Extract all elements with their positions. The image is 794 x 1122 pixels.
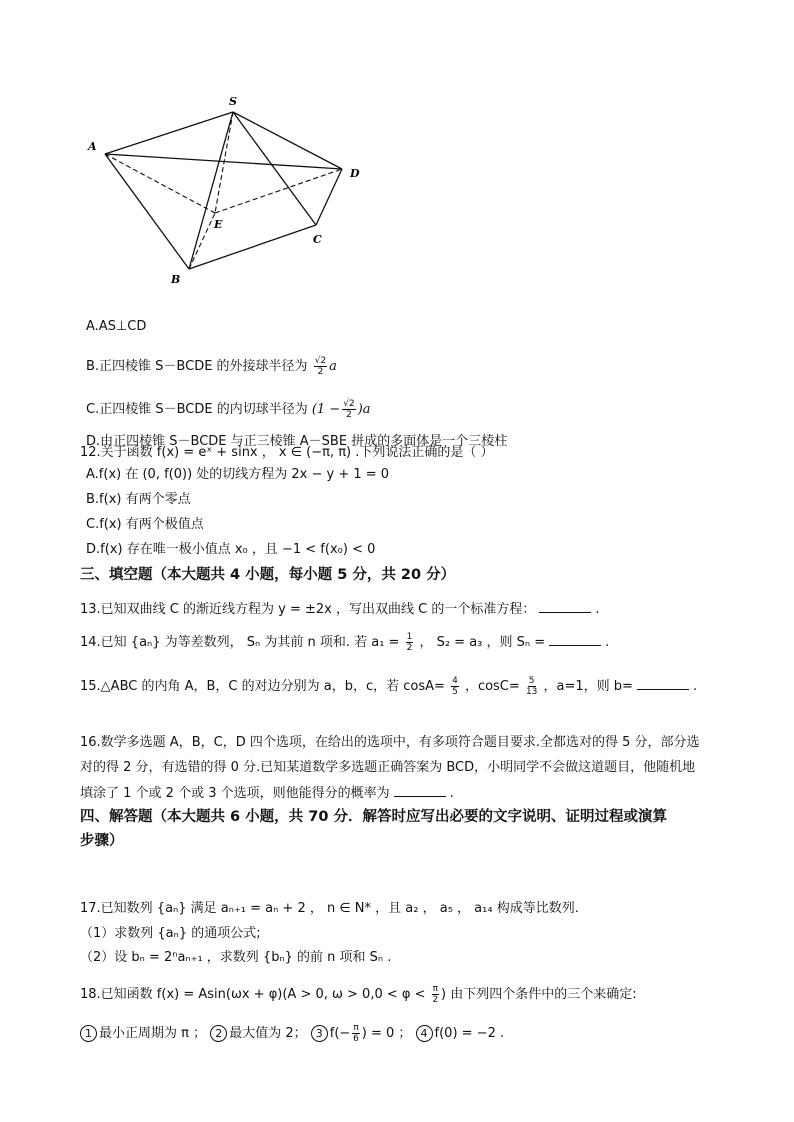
label-a: A — [88, 140, 97, 153]
fraction: $\frac{1}{2}$ — [406, 632, 413, 653]
q12-option-c: C.f(x) 有两个极值点 — [86, 517, 204, 532]
edge-ab — [105, 154, 189, 269]
q13: 13.已知双曲线 C 的渐近线方程为 y = ±2x ，写出双曲线 C 的一个标准方程： . — [80, 602, 600, 617]
q14: 14.已知 {aₙ} 为等差数列， Sₙ 为其前 n 项和. 若 a₁ = $\frac{1}{2}$ ， S₂ = a₃ ，则 Sₙ = . — [80, 632, 610, 653]
fraction: $\frac{√2}{2}$ — [314, 356, 327, 377]
circled-number: 4 — [416, 1025, 433, 1042]
q12-stem: 12.关于函数 f(x) = eˣ + sinx ， x ∈ (−π, π) .下列说法正确的是（ ） — [80, 445, 494, 460]
label-e: E — [214, 218, 223, 231]
edge-ed-hidden — [215, 169, 342, 213]
q15: 15.△ABC 的内角 A，B，C 的对边分别为 a，b，c，若 cosA= $\frac{4}{5}$ ，cosC= $\frac{5}{13}$ ，a=1，则 b= . — [80, 676, 698, 697]
edge-sc — [233, 112, 316, 225]
edge-cd — [316, 169, 342, 225]
q11-option-c-text: C.正四棱锥 S－BCDE 的内切球半径为 — [86, 402, 308, 417]
edge-bc — [189, 225, 316, 269]
answer-blank — [539, 600, 591, 613]
q17-part-1: （1）求数列 {aₙ} 的通项公式; — [80, 926, 261, 941]
q16-line-3: 填涂了 1 个或 2 个或 3 个选项，则他能得分的概率为 . — [80, 786, 454, 801]
fraction: $\frac{5}{13}$ — [525, 676, 538, 697]
q11-option-b-text: B.正四棱锥 S－BCDE 的外接球半径为 — [86, 359, 308, 374]
q18-stem: 18.已知函数 f(x) = Asin(ωx + φ)(A > 0, ω > 0,0 < φ < $\frac{\pi}{2}$ ) 由下列四个条件中的三个来确定: — [80, 984, 637, 1005]
q11-option-a: A.AS⊥CD — [86, 319, 147, 334]
edge-sb — [189, 112, 233, 269]
answer-blank — [394, 784, 446, 797]
fraction: $\frac{\pi}{6}$ — [353, 1023, 359, 1044]
q12-option-a: A.f(x) 在 (0, f(0)) 处的切线方程为 2x − y + 1 = 0 — [86, 467, 390, 482]
circled-number: 3 — [311, 1025, 328, 1042]
circled-number: 2 — [210, 1025, 227, 1042]
label-d: D — [350, 167, 360, 180]
q18-conditions: 1 最小正周期为 π ； 2 最大值为 2； 3 f(− $\frac{\pi}{6}$ ) = 0 ； 4 f(0) = −2 . — [80, 1023, 504, 1044]
q11-option-b: B.正四棱锥 S－BCDE 的外接球半径为 $\frac{√2}{2}$ a — [86, 356, 337, 377]
section-3-heading: 三、填空题（本大题共 4 小题，每小题 5 分，共 20 分） — [80, 567, 456, 583]
label-b: B — [171, 273, 181, 286]
pyramid-figure — [80, 90, 380, 290]
edge-sd — [233, 112, 342, 169]
label-c: C — [313, 233, 322, 246]
q11-option-d: D.由正四棱锥 S－BCDE 与正三棱锥 A－SBE 拼成的多面体是一个三棱柱 — [86, 434, 508, 449]
section-4-heading-line-2: 步骤） — [80, 833, 124, 849]
edge-ae-hidden — [105, 154, 215, 213]
circled-number: 1 — [80, 1025, 97, 1042]
q16-line-2: 对的得 2 分，有选错的得 0 分.已知某道数学多选题正确答案为 BCD，小明同学不会做这道题目，他随机地 — [80, 760, 696, 775]
answer-blank — [549, 633, 601, 646]
edge-sa — [105, 112, 233, 154]
fraction: $\frac{\pi}{2}$ — [432, 984, 439, 1005]
q16-line-1: 16.数学多选题 A，B，C，D 四个选项，在给出的选项中，有多项符合题目要求.全都选对的得 5 分，部分选 — [80, 735, 700, 750]
fraction: $\frac{4}{5}$ — [452, 676, 458, 697]
edge-ad — [105, 154, 342, 169]
q17-stem: 17.已知数列 {aₙ} 满足 aₙ₊₁ = aₙ + 2 ， n ∈ N* ，且 a₂ ， a₅ ， a₁₄ 构成等比数列. — [80, 901, 579, 916]
q11-option-c: C.正四棱锥 S－BCDE 的内切球半径为 (1 − $\frac{√2}{2}$ )a — [86, 399, 371, 420]
fraction: $\frac{√2}{2}$ — [343, 399, 355, 420]
label-s: S — [229, 95, 237, 108]
q12-option-d: D.f(x) 存在唯一极小值点 x₀ ，且 −1 < f(x₀) < 0 — [86, 542, 376, 557]
q12-option-b: B.f(x) 有两个零点 — [86, 492, 191, 507]
q17-part-2: （2）设 bₙ = 2ⁿaₙ₊₁ ，求数列 {bₙ} 的前 n 项和 Sₙ . — [80, 950, 392, 965]
answer-blank — [637, 677, 689, 690]
section-4-heading-line-1: 四、解答题（本大题共 6 小题，共 70 分．解答时应写出必要的文字说明、证明过程或演算 — [80, 809, 667, 825]
